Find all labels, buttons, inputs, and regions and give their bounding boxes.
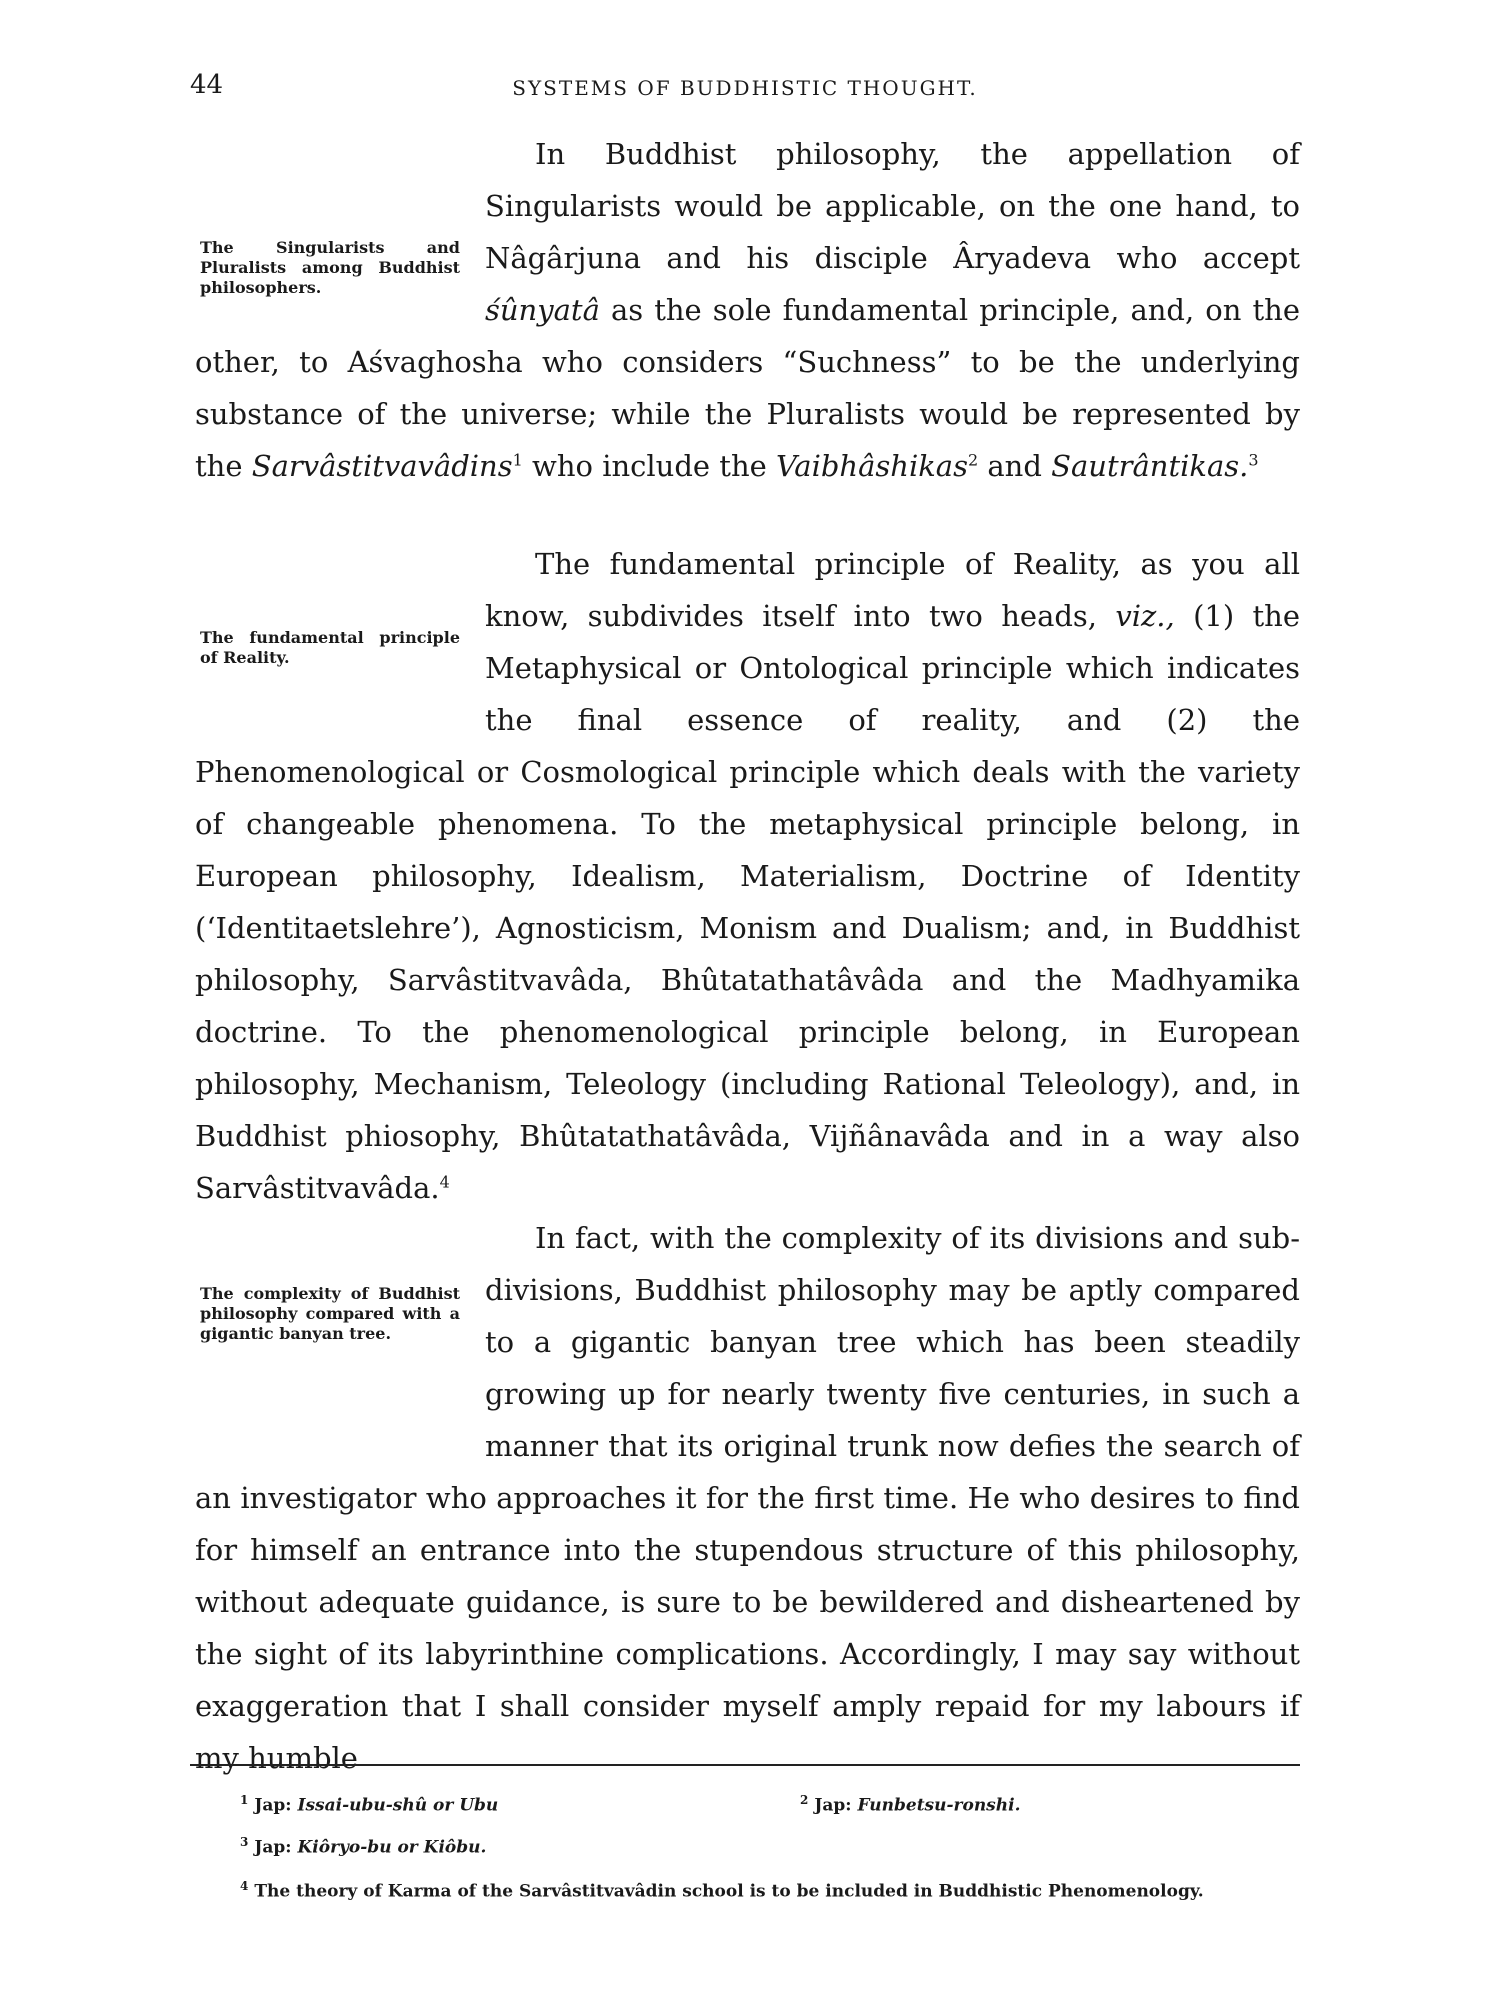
paragraph-1-text-d: and: [978, 449, 1052, 483]
paragraph-1-text-b: as the sole fundamental principle, and, on the other, to Aśvaghosha who considers “Suchness” to be the underlying substance of the universe; while the Pluralists would be represented by the: [195, 293, 1300, 483]
paragraph-1: [195, 128, 1300, 492]
term-viz: viz.,: [1115, 599, 1175, 633]
paragraph-3-text: In fact, with the complexity of its divisions and sub-divisions, Buddhist philosophy may be aptly compared to a gigantic banyan tree which has been steadily growing up for nearly twenty five centuries, in such a manner that its original trunk now defies the search of an investigator who approaches it for the first time. He who desires to find for himself an entrance into the stupendous structure of this philosophy, without adequate guidance, is sure to be bewildered and disheartened by the sight of its labyrinthine complications. Accordingly, I may say without exaggeration that I shall consider myself amply repaid for my labours if my humble: [195, 1221, 1300, 1775]
term-sautrantikas: Sautrântikas.: [1051, 449, 1249, 483]
footnote-2-prefix: Jap:: [814, 1795, 858, 1816]
paragraph-2-text-b: (1) the Metaphysical or Ontological principle which indicates the final essence of reality, and (2) the Phenomenological or Cosmological principle which deals with the variety of changeable phenomena. To the metaphysical principle belong, in European philosophy, Idealism, Materialism, Doctrine of Identity (‘Identitaetslehre’), Agnosticism, Monism and Dualism; and, in Buddhist philosophy, Sarvâstitvavâda, Bhûtatathatâvâda and the Madhyamika doctrine. To the phenomenological principle belong, in European philosophy, Mechanism, Teleology (including Rational Teleology), and, in Buddhist phiosophy, Bhûtatathatâvâda, Vijñânavâda and in a way also Sarvâstitvavâda.: [195, 599, 1301, 1205]
side-note-banyan-tree: The complexity of Buddhist philosophy compared with a gigantic banyan tree.: [200, 1284, 460, 1343]
footnote-1-text: Issai-ubu-shû or Ubu: [297, 1795, 499, 1816]
footnote-1-prefix: Jap:: [254, 1795, 298, 1816]
footnote-ref-1[interactable]: 1: [512, 450, 523, 470]
running-title: SYSTEMS OF BUDDHISTIC THOUGHT.: [512, 76, 978, 100]
footnote-ref-2[interactable]: 2: [967, 450, 979, 470]
footnote-ref-4[interactable]: 4: [439, 1172, 450, 1192]
term-vaibhashikas: Vaibhâshikas: [776, 449, 968, 483]
footnote-3: [240, 1830, 760, 1860]
term-sarvastitvavadins: Sarvâstitvavâdins: [251, 449, 513, 483]
page-number: 44: [190, 70, 224, 100]
footnote-3-prefix: Jap:: [254, 1837, 298, 1858]
footnote-4-number: 4: [240, 1879, 249, 1893]
footnote-divider: [190, 1764, 1300, 1766]
footnote-2-number: 2: [800, 1793, 809, 1807]
side-note-singularists: The Singularists and Pluralists among Buddhist philosophers.: [200, 238, 460, 297]
side-note-fundamental-principle: The fundamental principle of Reality.: [200, 628, 460, 667]
footnote-2-text: Funbetsu-ronshi.: [857, 1795, 1021, 1816]
term-sunyata: śûnyatâ: [485, 293, 600, 327]
footnote-2: [800, 1788, 1300, 1818]
footnote-3-number: 3: [240, 1835, 249, 1849]
footnote-3-text: Kiôryo-bu or Kiôbu.: [297, 1837, 487, 1858]
footnote-1: [240, 1788, 760, 1818]
footnote-ref-3[interactable]: 3: [1248, 450, 1259, 470]
paragraph-1-text-a: In Buddhist philosophy, the appellation of Singularists would be applicable, on the one hand, to Nâgârjuna and his disciple Âryadeva who accept: [485, 137, 1300, 275]
page-header: [190, 68, 1300, 108]
footnote-4: [195, 1874, 1300, 1904]
footnote-4-text: The theory of Karma of the Sarvâstitvavâdin school is to be included in Buddhistic Phenomenology.: [254, 1881, 1204, 1902]
footnote-1-number: 1: [240, 1793, 249, 1807]
paragraph-1-text-c: who include the: [522, 449, 777, 483]
paragraph-2-text-a: The fundamental principle of Reality, as you all know, subdivides itself into two heads,: [485, 547, 1300, 633]
